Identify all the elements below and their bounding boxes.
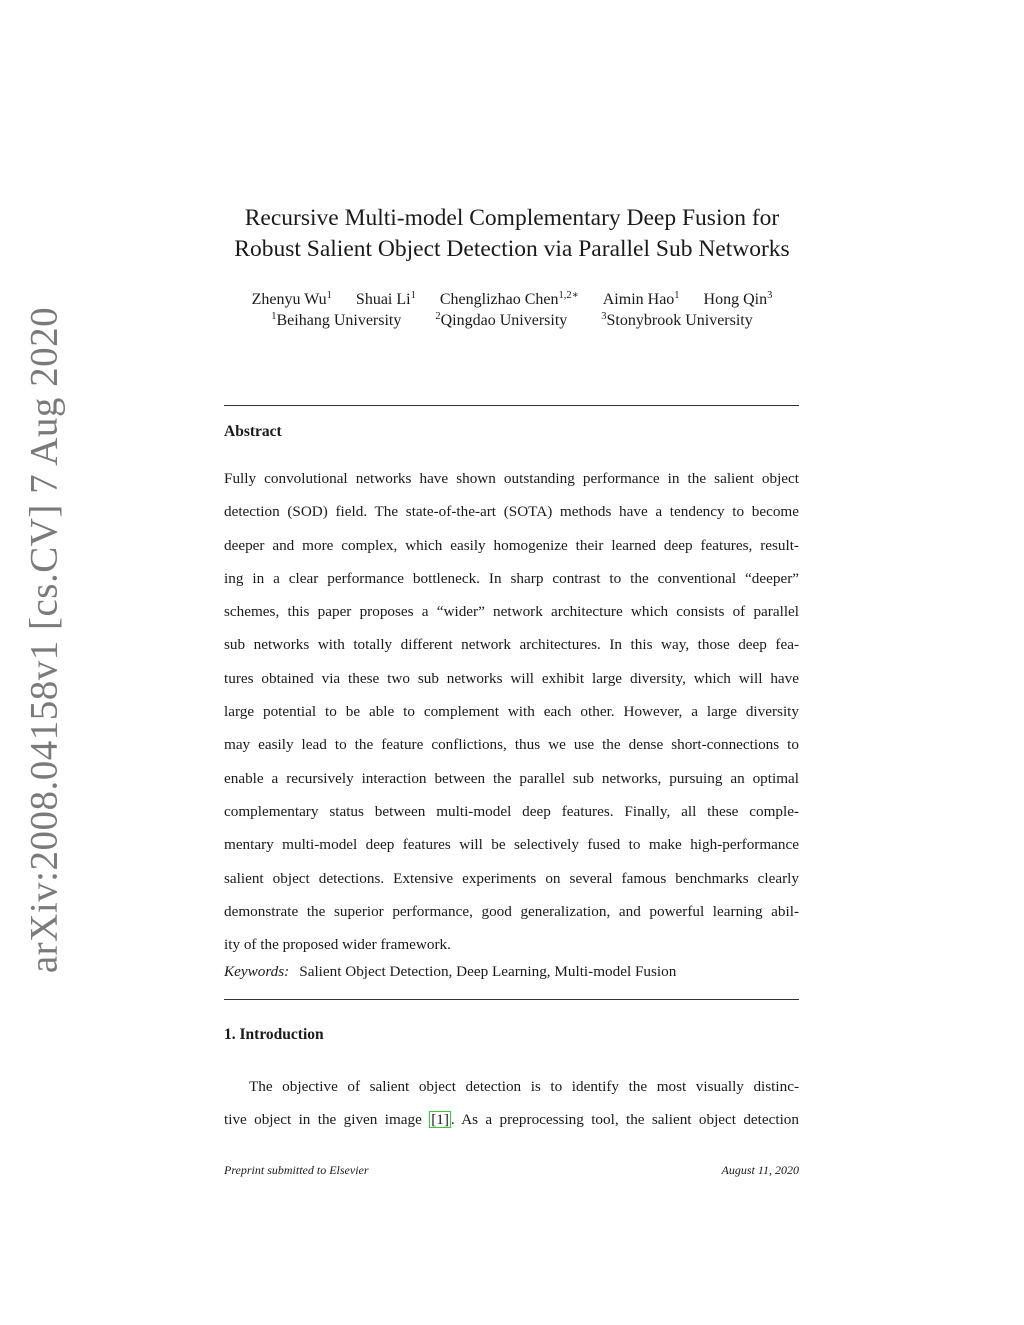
introduction-text <box>224 1070 799 1137</box>
abstract-line: detection (SOD) field. The state-of-the-art (SOTA) methods have a tendency to become <box>224 503 799 521</box>
abstract-line: enable a recursively interaction between the parallel sub networks, pursuing an optimal <box>224 769 799 787</box>
author-list <box>0 289 1024 310</box>
footer-date: August 11, 2020 <box>721 1163 799 1177</box>
abstract-line: may easily lead to the feature conflictions, thus we use the dense short-connections to <box>224 736 799 754</box>
affiliation-list <box>0 310 1024 331</box>
abstract-line: complementary status between multi-model deep features. Finally, all these comple- <box>224 802 799 820</box>
abstract-line: sub networks with totally different network architectures. In this way, those deep fea- <box>224 636 799 654</box>
abstract-line: demonstrate the superior performance, good generalization, and powerful learning abil- <box>224 902 799 920</box>
abstract-line: deeper and more complex, which easily homogenize their learned deep features, result- <box>224 536 799 554</box>
arxiv-identifier: arXiv:2008.04158v1 [cs.CV] 7 Aug 2020 <box>22 306 66 974</box>
footer-preprint-note: Preprint submitted to Elsevier <box>224 1163 369 1177</box>
intro-line: The objective of salient object detection is to identify the most visually distinc- <box>249 1078 799 1095</box>
author: Zhenyu Wu$^1$ <box>251 290 332 308</box>
keywords <box>224 963 676 981</box>
paper-title-line-2: Robust Salient Object Detection via Parallel Sub Networks <box>234 236 790 262</box>
author-block <box>0 289 1024 331</box>
affiliation: $^1$Beihang University <box>271 311 402 329</box>
intro-line: tive object in the given image [1] . As a preprocessing tool, the salient object detection <box>224 1111 799 1129</box>
author: Aimin Hao$^1$ <box>602 290 680 308</box>
abstract-line: ing in a clear performance bottleneck. In sharp contrast to the conventional “deeper” <box>224 569 799 587</box>
abstract-line: schemes, this paper proposes a “wider” network architecture which consists of parallel <box>224 603 799 621</box>
abstract-line: large potential to be able to complement with each other. However, a large diversity <box>224 703 799 721</box>
citation-link[interactable]: [1] <box>431 1111 449 1129</box>
keywords-label: Keywords: <box>224 963 290 980</box>
abstract-bottom-rule <box>224 999 799 1000</box>
abstract-line: mentary multi-model deep features will be selectively fused to make high-performance <box>224 836 799 854</box>
author: Hong Qin$^3$ <box>703 290 773 308</box>
abstract-line: salient object detections. Extensive experiments on several famous benchmarks clearly <box>224 869 799 887</box>
section-heading-introduction: 1. Introduction <box>224 1026 324 1043</box>
affiliation: $^3$Stonybrook University <box>601 311 753 329</box>
author: Shuai Li$^1$ <box>355 290 416 308</box>
abstract-top-rule <box>224 405 799 406</box>
paper-title-line-1: Recursive Multi-model Complementary Deep Fusion for <box>244 205 780 231</box>
abstract-line: ity of the proposed wider framework. <box>224 936 451 954</box>
paper-title <box>0 203 1024 265</box>
abstract-line: tures obtained via these two sub networks will exhibit large diversity, which will have <box>224 669 799 687</box>
abstract-text <box>224 462 799 961</box>
affiliation: $^2$Qingdao University <box>435 311 568 329</box>
abstract-line: Fully convolutional networks have shown outstanding performance in the salient object <box>224 470 799 487</box>
author: Chenglizhao Chen$^{1,2∗}$ <box>439 290 579 308</box>
keywords-value: Salient Object Detection, Deep Learning, Multi-model Fusion <box>299 963 677 980</box>
abstract-heading: Abstract <box>224 423 282 440</box>
